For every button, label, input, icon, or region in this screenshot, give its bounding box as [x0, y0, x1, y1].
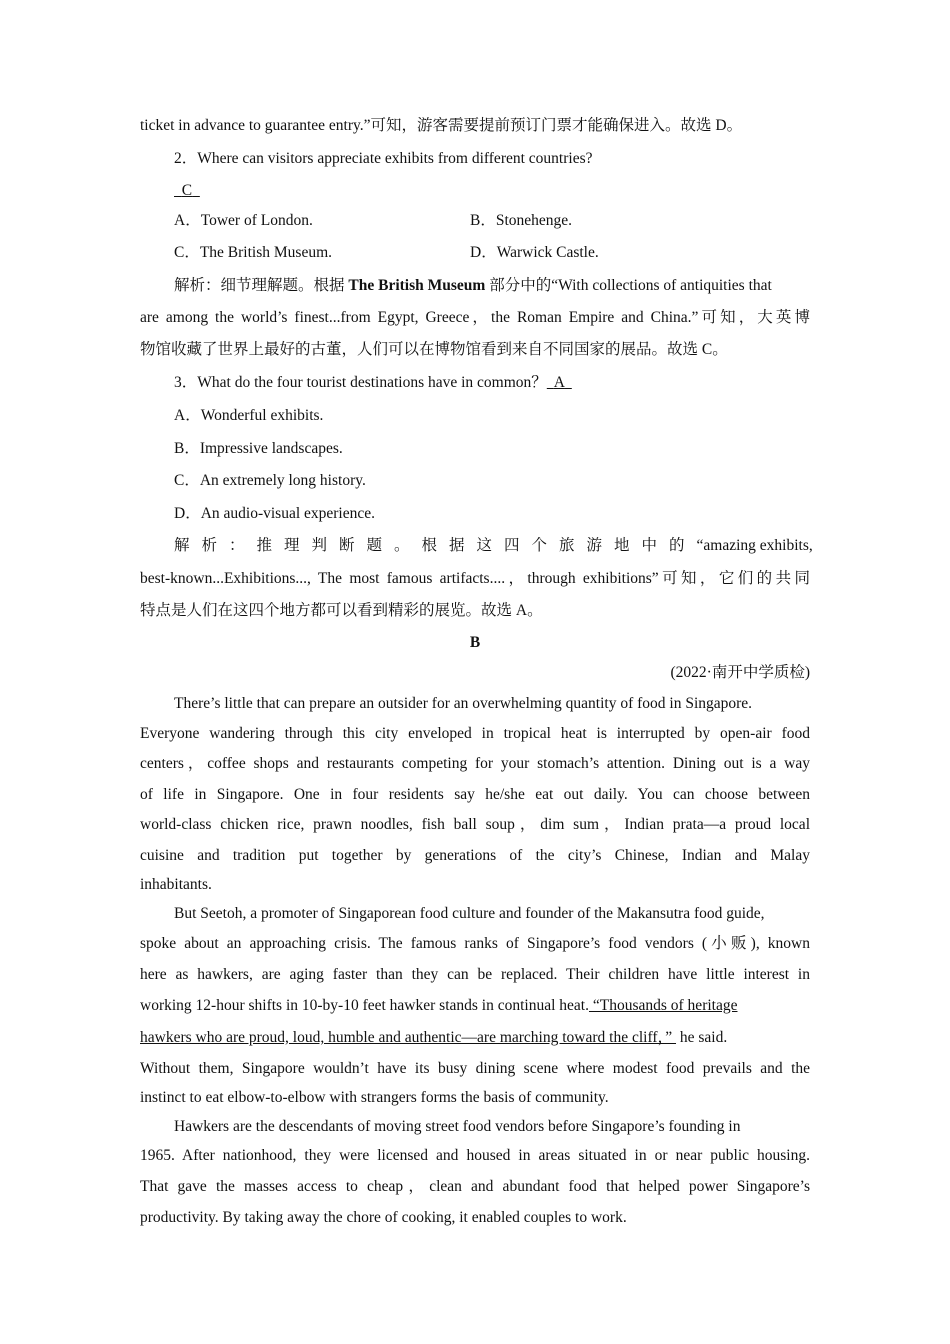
section-label: B — [469, 634, 481, 651]
q3-option-a: A．Wonderful exhibits. — [174, 407, 324, 424]
p1-line-5: world-class chicken rice, prawn noodles, fish ball soup，dim sum，Indian prata—a proud local — [140, 816, 810, 833]
q2-analysis-line-3: 物馆收藏了世界上最好的古董，人们可以在博物馆看到来自不同国家的展品。故选 C。 — [140, 341, 728, 358]
p1-line-3: centers，coffee shops and restaurants competing for your stomach’s attention. Dining out is a way — [140, 755, 810, 772]
p2-line-3: here as hawkers, are aging faster than they can be replaced. Their children have little interest in — [140, 966, 810, 983]
q3-option-c: C．An extremely long history. — [174, 472, 366, 489]
p2-line-5: hawkers who are proud, loud, humble and authentic—are marching toward the cliff，” he said. — [140, 1029, 728, 1046]
q3-analysis-line-1: 解析：推理判断题。根据这四个旅游地中的 “amazing exhibits, — [174, 537, 813, 554]
q2-option-d: D．Warwick Castle. — [470, 244, 599, 261]
p2-line-7: instinct to eat elbow-to-elbow with strangers forms the basis of community. — [140, 1089, 609, 1106]
q3-analysis-line-3: 特点是人们在这四个地方都可以看到精彩的展览。故选 A。 — [140, 602, 543, 619]
q1-analysis-tail: ticket in advance to guarantee entry.”可知，游客需要提前预订门票才能确保进入。故选 D。 — [140, 117, 743, 134]
p1-line-2: Everyone wandering through this city enveloped in tropical heat is interrupted by open-air food — [140, 725, 810, 742]
p3-line-1: Hawkers are the descendants of moving street food vendors before Singapore’s founding in — [174, 1118, 741, 1135]
q3-option-b: B．Impressive landscapes. — [174, 440, 343, 457]
p1-line-1: There’s little that can prepare an outsider for an overwhelming quantity of food in Singapore. — [174, 695, 753, 712]
q2-analysis-line-2: are among the world’s finest...from Egypt, Greece，the Roman Empire and China.”可知，大英博 — [140, 309, 810, 326]
p2-line-4: working 12-hour shifts in 10-by-10 feet hawker stands in continual heat. “Thousands of heritage — [140, 997, 738, 1014]
q2-option-a: A．Tower of London. — [174, 212, 313, 229]
passage-source: (2022·南开中学质检) — [670, 664, 810, 681]
p2-line-1: But Seetoh, a promoter of Singaporean food culture and founder of the Makansutra food guide, — [174, 905, 765, 922]
q3-option-d: D．An audio-visual experience. — [174, 505, 376, 522]
p1-line-4: of life in Singapore. One in four residents say he/she eat out daily. You can choose between — [140, 786, 810, 803]
p2-line-2: spoke about an approaching crisis. The famous ranks of Singapore’s food vendors (小贩), known — [140, 935, 810, 952]
q3-answer: A — [553, 374, 565, 391]
p2-line-6: Without them, Singapore wouldn’t have its busy dining scene where modest food prevails and the — [140, 1060, 810, 1077]
q2-option-c: C．The British Museum. — [174, 244, 333, 261]
q2-answer-blank — [174, 180, 810, 202]
p3-line-4: productivity. By taking away the chore of cooking, it enabled couples to work. — [140, 1209, 627, 1226]
p3-line-2: 1965. After nationhood, they were licensed and housed in areas situated in or near public housing. — [140, 1147, 810, 1164]
q2-answer: C — [181, 182, 193, 199]
p3-line-3: That gave the masses access to cheap，clean and abundant food that helped power Singapore’s — [140, 1178, 810, 1195]
q2-analysis-line-1: 解析：细节理解题。根据 The British Museum 部分中的“With collections of antiquities that — [174, 277, 772, 294]
q2-question: 2．Where can visitors appreciate exhibits from different countries? — [174, 150, 593, 167]
p1-line-6: cuisine and tradition put together by generations of the city’s Chinese, Indian and Malay — [140, 847, 810, 864]
p1-line-7: inhabitants. — [140, 876, 212, 893]
underlined-quote-start: “Thousands of heritage — [588, 997, 738, 1014]
underlined-quote-end: hawkers who are proud, loud, humble and authentic—are marching toward the cliff，” — [140, 1029, 677, 1046]
q2-analysis-bold: The British Museum — [348, 277, 486, 294]
q2-option-b: B．Stonehenge. — [470, 212, 573, 229]
q3-question: 3．What do the four tourist destinations have in common？ A — [174, 374, 565, 391]
q3-analysis-line-2: best-known...Exhibitions..., The most famous artifacts....，through exhibitions”可知，它们的共同 — [140, 570, 810, 587]
